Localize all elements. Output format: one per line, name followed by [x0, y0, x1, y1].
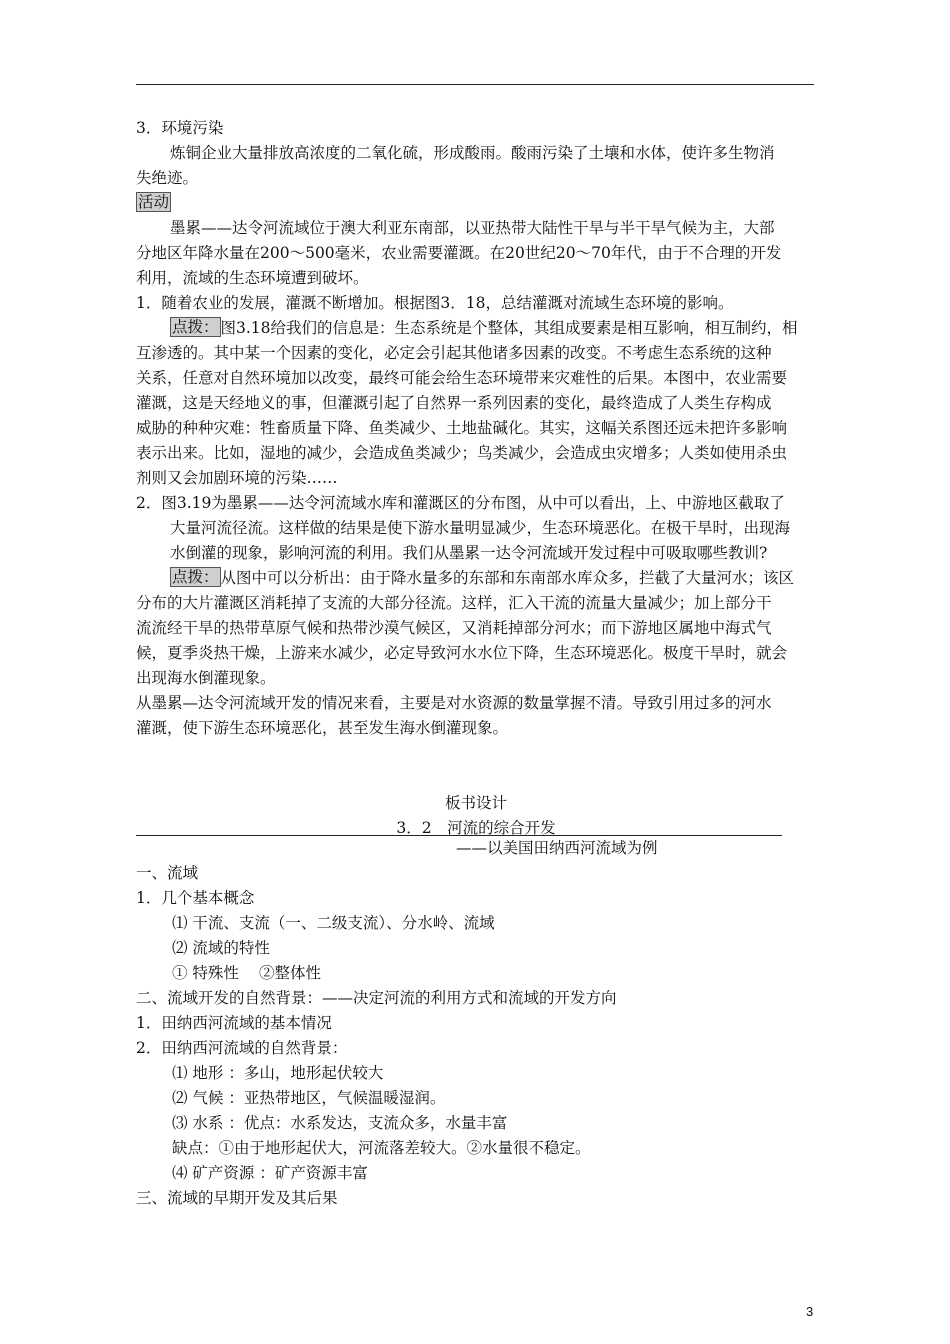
outline-item: 1．田纳西河流域的基本情况	[136, 1014, 332, 1032]
conclusion-line: 灌溉，使下游生态环境恶化，甚至发生海水倒灌现象。	[136, 719, 509, 737]
header-rule	[136, 84, 814, 85]
outline-heading: 三、流域的早期开发及其后果	[136, 1189, 338, 1207]
answer-line: 表示出来。比如，湿地的减少，会造成鱼类减少；鸟类减少，会造成虫灾增多；人类如使用杀虫	[136, 444, 788, 462]
outline-subitem: 缺点：①由于地形起伏大，河流落差较大。②水量很不稳定。	[172, 1139, 591, 1157]
answer-line: 威胁的种种灾难：牲畜质量下降、鱼类减少、土地盐碱化。其实，这幅关系图还远未把许多影响	[136, 419, 788, 437]
outline-item: 1．几个基本概念	[136, 889, 255, 907]
board-subtitle-2: ——以美国田纳西河流域为例	[456, 839, 658, 857]
paragraph-line: 分地区年降水量在200～500毫米，农业需要灌溉。在20世纪20～70年代，由于不合理的开发	[136, 244, 782, 262]
answer-line: 出现海水倒灌现象。	[136, 669, 276, 687]
outline-heading: 一、流域	[136, 864, 199, 882]
answer-line: 分布的大片灌溉区消耗掉了支流的大部分径流。这样，汇入干流的流量大量减少；加上部分干	[136, 594, 772, 612]
hint-tag: 点拨：	[172, 318, 219, 336]
answer-line: 流流经干旱的热带草原气候和热带沙漠气候区，又消耗掉部分河水；而下游地区属地中海式气	[136, 619, 772, 637]
outline-subitem: ⑵ 流域的特性	[172, 939, 270, 957]
outline-subitem: ②整体性	[258, 964, 321, 982]
paragraph-line: 墨累——达令河流域位于澳大利亚东南部，以亚热带大陆性干旱与半干旱气候为主，大部	[170, 219, 775, 237]
paragraph-line: 失绝迹。	[136, 169, 199, 187]
activity-tag: 活动	[138, 193, 170, 211]
outline-subitem: ⑵ 气候 ：亚热带地区，气候温暖湿润。	[172, 1089, 446, 1107]
question-line: 水倒灌的现象，影响河流的利用。我们从墨累一达令河流域开发过程中可吸取哪些教训?	[170, 544, 768, 562]
conclusion-line: 从墨累—达令河流域开发的情况来看，主要是对水资源的数量掌握不清。导致引用过多的河水	[136, 694, 772, 712]
question-line: 大量河流径流。这样做的结果是使下游水量明显减少，生态环境恶化。在极干旱时，出现海	[170, 519, 791, 537]
paragraph-line: 炼铜企业大量排放高浓度的二氧化硫，形成酸雨。酸雨污染了土壤和水体，使许多生物消	[170, 144, 775, 162]
page-content	[136, 116, 816, 1211]
answer-line: 候，夏季炎热干燥，上游来水减少，必定导致河水水位下降，生态环境恶化。极度干旱时，就会	[136, 644, 788, 662]
hint-tag: 点拨：	[172, 568, 219, 586]
answer-line: 灌溉，这是天经地义的事，但灌溉引起了自然界一系列因素的变化，最终造成了人类生存构成	[136, 394, 772, 412]
outline-subitem: ⑶ 水系 ：优点：水系发达，支流众多，水量丰富	[172, 1114, 508, 1132]
paragraph-line: 利用，流域的生态环境遭到破坏。	[136, 269, 369, 287]
outline-item: 2．田纳西河流域的自然背景：	[136, 1039, 348, 1057]
section-heading-env: 3．环境污染	[136, 119, 224, 137]
page-number: 3	[806, 1304, 814, 1319]
outline-subitem: ⑴ 干流、支流（一、二级支流）、分水岭、流域	[172, 914, 495, 932]
board-title: 板书设计	[444, 794, 507, 812]
board-subtitle: 3．2 河流的综合开发	[396, 819, 556, 837]
question-2: 2．图3.19为墨累——达令河流域水库和灌溉区的分布图，从中可以看出，上、中游地区截取了	[136, 494, 785, 512]
outline-subitem: ① 特殊性	[172, 964, 239, 982]
answer-line: 剂则又会加剧环境的污染……	[136, 469, 338, 487]
answer-line: 互渗透的。其中某一个因素的变化，必定会引起其他诸多因素的改变。不考虑生态系统的这种	[136, 344, 772, 362]
answer-line: 图3.18给我们的信息是：生态系统是个整体，其组成要素是相互影响，相互制约，相	[220, 319, 798, 337]
question-1: 1．随着农业的发展，灌溉不断增加。根据图3．18，总结灌溉对流域生态环境的影响。	[136, 294, 734, 312]
outline-subitem: ⑷ 矿产资源 ：矿产资源丰富	[172, 1164, 368, 1182]
answer-line: 从图中可以分析出：由于降水量多的东部和东南部水库众多，拦截了大量河水；该区	[220, 569, 795, 587]
outline-subitem: ⑴ 地形 ：多山，地形起伏较大	[172, 1064, 384, 1082]
answer-line: 关系，任意对自然环境加以改变，最终可能会给生态环境带来灾难性的后果。本图中，农业需要	[136, 369, 788, 387]
outline-heading: 二、流域开发的自然背景：——决定河流的利用方式和流域的开发方向	[136, 989, 617, 1007]
